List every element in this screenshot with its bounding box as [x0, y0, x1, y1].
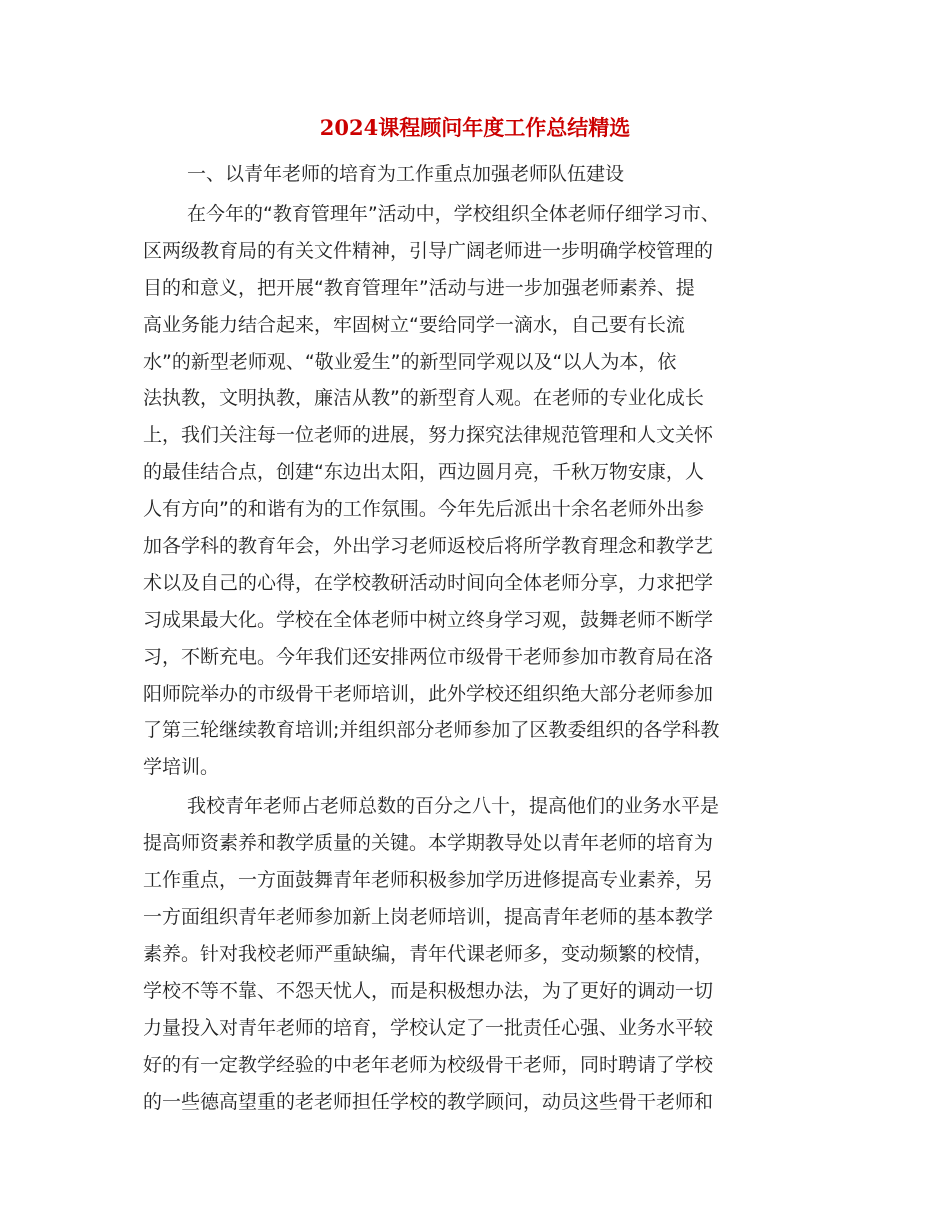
paragraph-1-line: 上，我们关注每一位老师的进展，努力探究法律规范管理和人文关怀 [143, 424, 714, 446]
paragraph-2-line: 的一些德高望重的老老师担任学校的教学顾问，动员这些骨干老师和 [143, 1091, 714, 1113]
paragraph-2-line: 提高师资素养和教学质量的关键。本学期教导处以青年老师的培育为 [143, 832, 714, 854]
paragraph-1-line: 术以及自己的心得，在学校教研活动时间向全体老师分享，力求把学 [143, 572, 714, 594]
paragraph-1-line: 的最佳结合点，创建“东边出太阳，西边圆月亮，千秋万物安康，人 [143, 461, 704, 483]
paragraph-1-line: 水”的新型老师观、“敬业爱生”的新型同学观以及“以人为本，依 [143, 351, 677, 373]
paragraph-1-line: 在今年的“教育管理年”活动中，学校组织全体老师仔细学习市、 [187, 203, 720, 225]
paragraph-1-line: 区两级教育局的有关文件精神，引导广阔老师进一步明确学校管理的 [143, 240, 714, 262]
paragraph-2-line: 工作重点，一方面鼓舞青年老师积极参加学历进修提高专业素养，另 [143, 869, 714, 891]
section-heading: 一、以青年老师的培育为工作重点加强老师队伍建设 [187, 163, 625, 185]
paragraph-2-line: 好的有一定教学经验的中老年老师为校级骨干老师，同时聘请了学校 [143, 1054, 714, 1076]
paragraph-2-line: 素养。针对我校老师严重缺编，青年代课老师多，变动频繁的校情， [143, 943, 714, 965]
paragraph-2-line: 力量投入对青年老师的培育，学校认定了一批责任心强、业务水平较 [143, 1017, 714, 1039]
paragraph-1-line: 阳师院举办的市级骨干老师培训，此外学校还组织绝大部分老师参加 [143, 683, 714, 705]
paragraph-1-line: 法执教，文明执教，廉洁从教”的新型育人观。在老师的专业化成长 [143, 387, 704, 409]
document-title: 2024课程顾问年度工作总结精选 [319, 115, 631, 140]
paragraph-1-line: 人有方向”的和谐有为的工作氛围。今年先后派出十余名老师外出参 [143, 498, 704, 520]
paragraph-1-line: 习成果最大化。学校在全体老师中树立终身学习观，鼓舞老师不断学 [143, 609, 714, 631]
paragraph-2-line: 我校青年老师占老师总数的百分之八十，提高他们的业务水平是 [187, 795, 720, 817]
paragraph-2-line: 学校不等不靠、不怨天忧人，而是积极想办法，为了更好的调动一切 [143, 980, 714, 1002]
paragraph-1-line: 高业务能力结合起来，牢固树立“要给同学一滴水，自己要有长流 [143, 314, 685, 336]
paragraph-1-line: 习，不断充电。今年我们还安排两位市级骨干老师参加市教育局在洛 [143, 646, 714, 668]
paragraph-1-line: 学培训。 [143, 756, 220, 778]
paragraph-2-line: 一方面组织青年老师参加新上岗老师培训，提高青年老师的基本教学 [143, 906, 714, 928]
paragraph-1-line: 目的和意义，把开展“教育管理年”活动与进一步加强老师素养、提 [143, 277, 695, 299]
paragraph-1-line: 了第三轮继续教育培训;并组织部分老师参加了区教委组织的各学科教 [143, 719, 720, 741]
paragraph-1-line: 加各学科的教育年会，外出学习老师返校后将所学教育理念和教学艺 [143, 535, 714, 557]
